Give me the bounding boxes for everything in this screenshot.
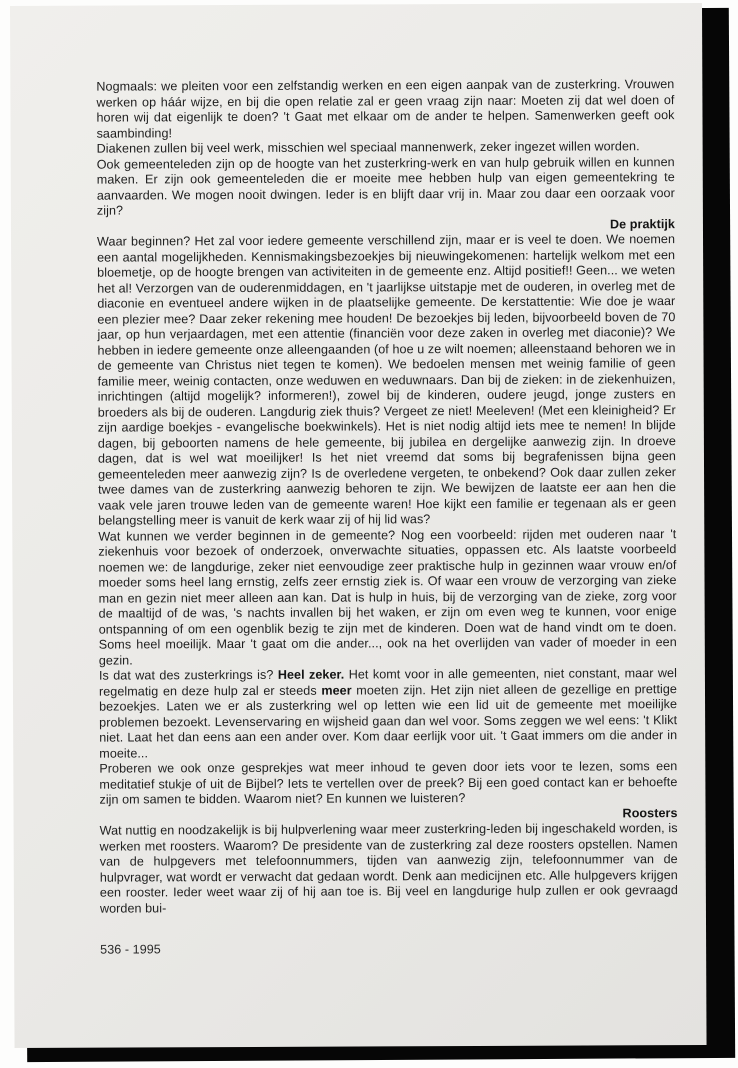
paragraph-diakenen: Diakenen zullen bij veel werk, misschien wel speciaal mannenwerk, zeker ingezet willen worden. bbox=[96, 139, 640, 156]
paragraph-intro: Nogmaals: we pleiten voor een zelfstandig werken en een eigen aanpak van de zusterkring. Vrouwen werken op háár wijze, en bij die open relatie zal er geen vraag zijn naar: Moeten zij dat wel doen of horen wij dat eigenlijk te doen? 't Gaat met elkaar om de ander te helpen. Samenwerken geeft ook saambinding! bbox=[96, 77, 675, 141]
paragraph-zusterkrings bbox=[99, 666, 677, 762]
section-heading-roosters: Roosters bbox=[622, 805, 678, 820]
document-page bbox=[10, 3, 707, 1048]
bold-text-meer: meer bbox=[321, 683, 352, 698]
page-number: 536 - 1995 bbox=[100, 942, 161, 957]
paragraph-gemeenteleden: Ook gemeenteleden zijn op de hoogte van het zusterkring-werk en van hulp gebruik willen en kunnen maken. Er zijn ook gemeenteleden die er moeite mee hebben hulp van eigen gemeentekring te aanvaarden. We mogen nooit dwingen. Ieder is en blijft daar vrij in. Maar zou daar een oorzaak voor zijn? bbox=[96, 154, 675, 218]
text-segment: Het komt voor in alle gemeenten, niet constant, maar wel regelmatig en deze hulp zal er steeds bbox=[98, 666, 677, 699]
text-segment: Is dat wat des zusterkrings is? bbox=[98, 667, 278, 683]
paragraph-verder-beginnen: Wat kunnen we verder beginnen in de gemeente? Nog een voorbeeld: rijden met ouderen naar 't ziekenhuis voor bezoek of onderzoek, onverwachte situaties, oppassen etc. Als laatste voorbeeld noemen we: de langdurige, zeker niet eenvoudige zeer praktische hulp in gezinnen waar vrouw en/of moeder soms heel lang ernstig, zelfs zeer ernstig ziek is. Of waar een vrouw de verzorging van zieke man en gezin niet meer alleen aan kan. Dat is hulp in huis, bij de verzorging van de zieke, zorg voor de maaltijd of de was, 's nachts invallen bij het waken, er zijn om even weg te kunnen, voor enige ontspanning of om een ogenblik bezig te zijn met de kinderen. Doen wat de hand vindt om te doen. Soms heel moeilijk. Maar 't gaat om die ander..., ook na het overlijden van vader of moeder in een gezin. bbox=[98, 526, 677, 668]
paragraph-gesprekjes: Proberen we ook onze gesprekjes wat meer inhoud te geven door iets voor te lezen, soms een meditatief stukje of uit de Bijbel? Iets te vertellen over de preek? Bij een goed contact kan er behoefte zijn om samen te bidden. Waarom niet? En kunnen we luisteren? bbox=[99, 759, 678, 807]
bold-text-heel-zeker: Heel zeker. bbox=[277, 667, 345, 682]
section-heading-de-praktijk: De praktijk bbox=[609, 216, 675, 231]
text-segment: moeten zijn. Het zijn niet alleen de gezellige en prettige bezoekjes. Laten we er als zusterkring wel op letten wie een lid uit de gemeente met moeilijke problemen bezoekt. Levenservaring en wijsheid gaan dan wel voor. Soms zeggen we wel eens: 't Klikt niet. Laat het dan eens aan een ander over. Kom daar eerlijk voor uit. 't Gaat immers om die ander in moeite... bbox=[99, 681, 678, 761]
paragraph-roosters: Wat nuttig en noodzakelijk is bij hulpverlening waar meer zusterkring-leden bij ingeschakeld worden, is werken met roosters. Waarom? De presidente van de zusterkring zal deze roosters opstellen. Namen van de hulpgevers met telefoonnummers, tijden van aanwezig zijn, telefoonnummer van de hulpvrager, wat wordt er verwacht dat gedaan wordt. Denk aan medicijnen etc. Alle hulpgevers krijgen een rooster. Ieder weet waar zij of hij aan toe is. Bij veel en langdurige hulp zullen er ook gevraagd worden bui- bbox=[99, 821, 678, 916]
page-text-block bbox=[96, 77, 678, 958]
paragraph-waar-beginnen: Waar beginnen? Het zal voor iedere gemeente verschillend zijn, maar er is veel te doen. We noemen een aantal mogelijkheden. Kennismakingsbezoekjes bij nieuwingekomenen: hartelijk welkom met een bloemetje, op de hoogte brengen van activiteiten in de gemeente enz. Altijd positief!! Geen... we weten het al! Verzorgen van de ouderenmiddagen, en 't jaarlijkse uitstapje met de ouderen, in overleg met de diaconie en eventueel andere wijken in de plaatselijke gemeente. De kerstattentie: Wie doe je waar een plezier mee? Daar zeker rekening mee houden! De bezoekjes bij leden, bijvoorbeeld boven de 70 jaar, op hun verjaardagen, met een attentie (financiën voor deze zaken in overleg met diaconie)? We hebben in iedere gemeente onze alleengaanden (of hoe u ze wilt noemen; alleenstaand behoren we in de gemeente van Christus niet tegen te komen). We bedoelen mensen met weinig familie of geen familie meer, weinig contacten, onze weduwen en weduwnaars. Dan bij de zieken: in de ziekenhuizen, inrichtingen (altijd mogelijk? informeren!), zowel bij de kinderen, oudere jeugd, jonge zusters en broeders als bij de ouderen. Langdurig ziek thuis? Vergeet ze niet! Meeleven! (Met een kleinigheid? Er zijn aardige boekjes - evangelische boekwinkels). Het is niet nodig altijd iets mee te nemen! In blijde dagen, bij geboorten namens de hele gemeente, bij jubilea en dergelijke aanwezig zijn. In droeve dagen, dat is wel wat moeilijker! Is het niet vreemd dat soms bij begrafenissen bijna geen gemeenteleden meer aanwezig zijn? Is de overledene vergeten, te onbekend? Ook daar zullen zeker twee dames van de zusterkring aanwezig behoren te zijn. We bewijzen de laatste eer aan hen die vaak vele jaren trouwe leden van de gemeente waren! Hoe kijkt een familie er tegenaan als er geen belangstelling meer is vanuit de kerk waar zij of hij lid was? bbox=[96, 232, 677, 528]
